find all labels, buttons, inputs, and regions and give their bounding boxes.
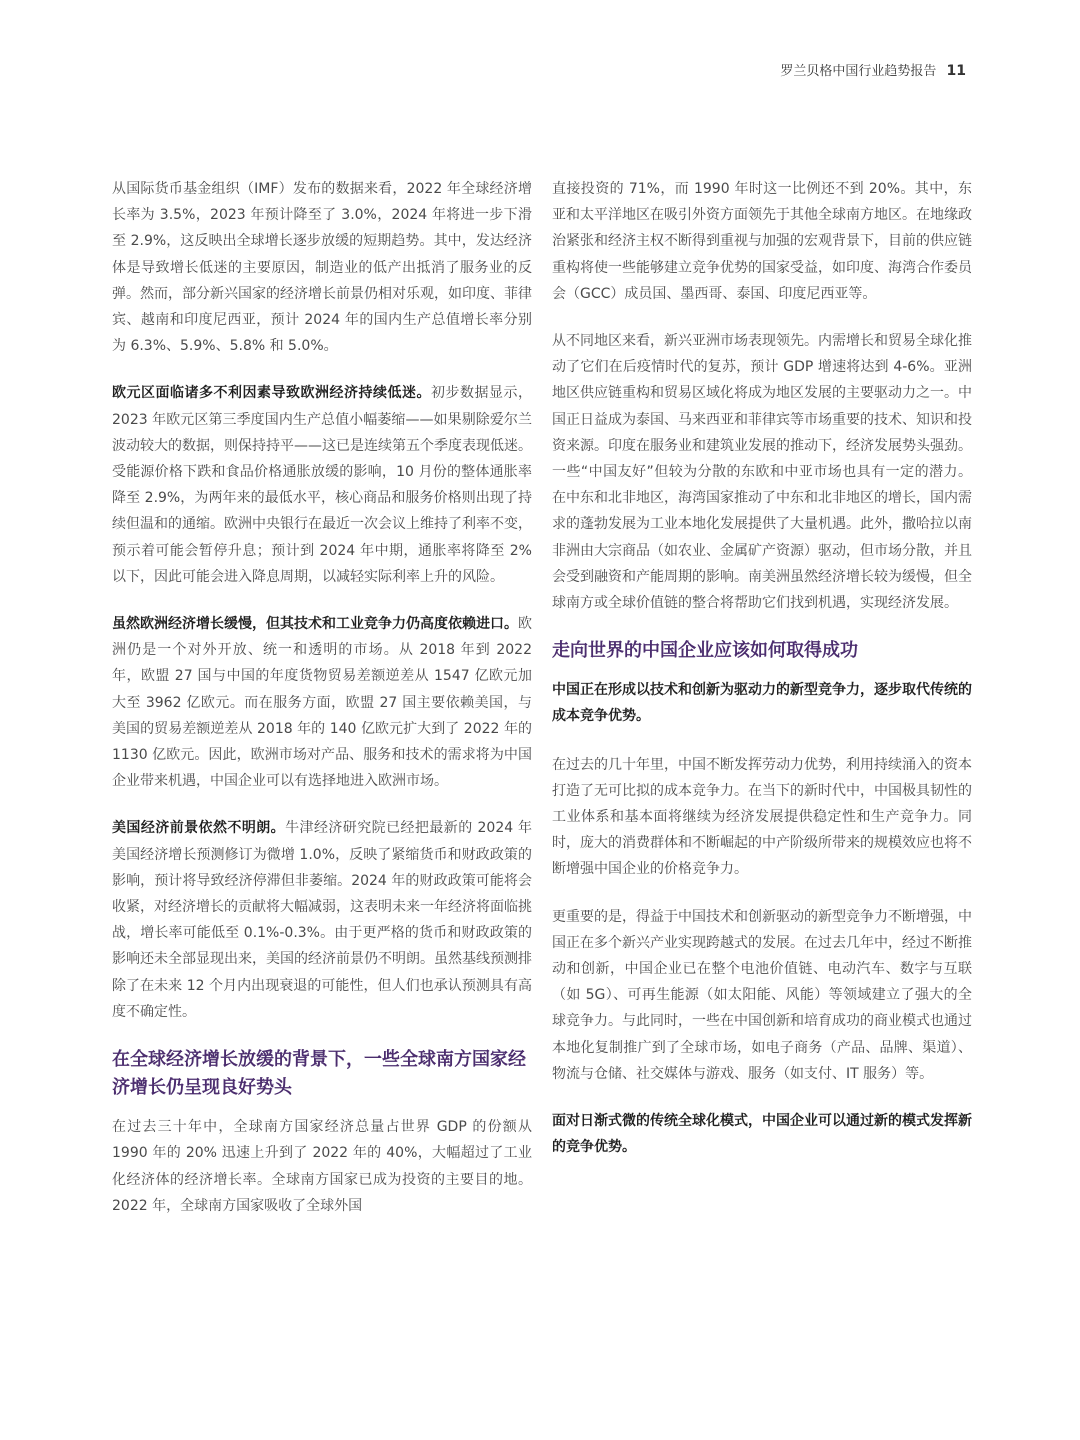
paragraph-eurozone <box>112 380 532 590</box>
paragraph-us-outlook-lead: 美国经济前景依然不明朗。 <box>112 820 286 837</box>
paragraph-emerging-industries: 更重要的是，得益于中国技术和创新驱动的新型竞争力不断增强，中国正在多个新兴产业实现跨越式的发展。在过去几年中，经过不断推动和创新，中国企业已在整个电池价值链、电动汽车、数字与互联（如 5G）、可再生能源（如太阳能、风能）等领域建立了强大的全球竞争力。与此同时，一些在中国创新和培育成功的商业模式也通过本地化复制推广到了全球市场，如电子商务（产品、品牌、渠道）、物流与仓储、社交媒体与游戏、服务（如支付、IT 服务）等。 <box>552 908 972 1082</box>
paragraph-imf-growth: 从国际货币基金组织（IMF）发布的数据来看，2022 年全球经济增长率为 3.5%，2023 年预计降至了 3.0%，2024 年将进一步下滑至 2.9%，这反映出全球增长逐步放缓的短期趋势。其中，发达经济体是导致增长低迷的主要原因，制造业的低产出抵消了服务业的反弹。然而，部分新兴国家的经济增长前景仍相对乐观，如印度、菲律宾、越南和印度尼西亚，预计 2024 年的国内生产总值增长率分别为 6.3%、5.9%、5.8% 和 5.0%。 <box>112 181 532 355</box>
paragraph-fdi: 直接投资的 71%，而 1990 年时这一比例还不到 20%。其中，东亚和太平洋地区在吸引外资方面领先于其他全球南方地区。在地缘政治紧张和经济主权不断得到重视与加强的宏观背景下，目前的供应链重构将使一些能够建立竞争优势的国家受益，如印度、海湾合作委员会（GCC）成员国、墨西哥、泰国、印度尼西亚等。 <box>552 181 972 302</box>
paragraph-us-outlook-body: 牛津经济研究院已经把最新的 2024 年美国经济增长预测修订为微增 1.0%，反映了紧缩货币和财政政策的影响，预计将导致经济停滞但非萎缩。2024 年的财政政策可能将会收紧，对经济增长的贡献将大幅减弱，这表明未来一年经济将面临挑战，增长率可能低至 0.1%-0.3%。由于更严格的货币和财政政策的影响还未全部显现出来，美国的经济前景仍不明朗。虽然基线预测排除了在未来 12 个月内出现衰退的可能性，但人们也承认预测具有高度不确定性。 <box>112 820 533 1020</box>
paragraph-europe-competitiveness <box>112 611 532 794</box>
paragraph-eurozone-body: 初步数据显示，2023 年欧元区第三季度国内生产总值小幅萎缩——如果剔除爱尔兰波动较大的数据，则保持持平——这已是连续第五个季度表现低迷。受能源价格下跌和食品价格通胀放缓的影响，10 月份的整体通胀率降至 2.9%，为两年来的最低水平，核心商品和服务价格则出现了持续但温和的通缩。欧洲中央银行在最近一次会议上维持了利率不变，预示着可能会暂停升息；预计到 2024 年中期，通胀率将降至 2% 以下，因此可能会进入降息周期，以减轻实际利率上升的风险。 <box>112 385 532 585</box>
paragraph-europe-competitiveness-body: 欧洲仍是一个对外开放、统一和透明的市场。从 2018 年到 2022 年，欧盟 27 国与中国的年度货物贸易差额逆差从 1547 亿欧元加大至 3962 亿欧元。而在服务方面，欧盟 27 国主要依赖美国，与美国的贸易差额逆差从 2018 年的 140 亿欧元扩大到了 2022 年的 1130 亿欧元。因此，欧洲市场对产品、服务和技术的需求将为中国企业带来机遇，中国企业可以有选择地进入欧洲市场。 <box>112 616 532 790</box>
left-column <box>112 176 532 1240</box>
section-title-chinese-companies: 走向世界的中国企业应该如何取得成功 <box>552 640 858 662</box>
paragraph-global-south: 在过去三十年中，全球南方国家经济总量占世界 GDP 的份额从 1990 年的 20% 迅速上升到了 2022 年的 40%，大幅超过了工业化经济体的经济增长率。全球南方国家已成为投资的主要目的地。2022 年，全球南方国家吸收了全球外国 <box>112 1119 532 1214</box>
paragraph-europe-competitiveness-lead: 虽然欧洲经济增长缓慢，但其技术和工业竞争力仍高度依赖进口。 <box>112 616 518 633</box>
page-number: 11 <box>946 63 966 79</box>
right-column <box>552 176 972 1183</box>
paragraph-cost-advantage: 在过去的几十年里，中国不断发挥劳动力优势，利用持续涌入的资本打造了无可比拟的成本竞争力。在当下的新时代中，中国极具韧性的工业体系和基本面将继续为经济发展提供稳定性和生产竞争力。同时，庞大的消费群体和不断崛起的中产阶级所带来的规模效应也将不断增强中国企业的价格竞争力。 <box>552 756 972 878</box>
lead-new-globalization: 面对日渐式微的传统全球化模式，中国企业可以通过新的模式发挥新的竞争优势。 <box>552 1113 972 1156</box>
section-title-global-south: 在全球经济增长放缓的背景下，一些全球南方国家经济增长仍呈现良好势头 <box>112 1049 526 1099</box>
lead-innovation-competitiveness: 中国正在形成以技术和创新为驱动力的新型竞争力，逐步取代传统的成本竞争优势。 <box>552 682 972 725</box>
page-header <box>780 60 966 79</box>
report-title: 罗兰贝格中国行业趋势报告 <box>780 64 937 79</box>
paragraph-eurozone-lead: 欧元区面临诸多不利因素导致欧洲经济持续低迷。 <box>112 385 431 402</box>
paragraph-regions: 从不同地区来看，新兴亚洲市场表现领先。内需增长和贸易全球化推动了它们在后疫情时代的复苏，预计 GDP 增速将达到 4-6%。亚洲地区供应链重构和贸易区域化将成为地区发展的主要驱动力之一。中国正日益成为泰国、马来西亚和菲律宾等市场重要的技术、知识和投资来源。印度在服务业和建筑业发展的推动下，经济发展势头强劲。一些“中国友好”但较为分散的东欧和中亚市场也具有一定的潜力。在中东和北非地区，海湾国家推动了中东和北非地区的增长，国内需求的蓬勃发展为工业本地化发展提供了大量机遇。此外，撒哈拉以南非洲由大宗商品（如农业、金属矿产资源）驱动，但市场分散，并且会受到融资和产能周期的影响。南美洲虽然经济增长较为缓慢，但全球南方或全球价值链的整合将帮助它们找到机遇，实现经济发展。 <box>552 333 972 612</box>
paragraph-us-outlook <box>112 815 532 1025</box>
